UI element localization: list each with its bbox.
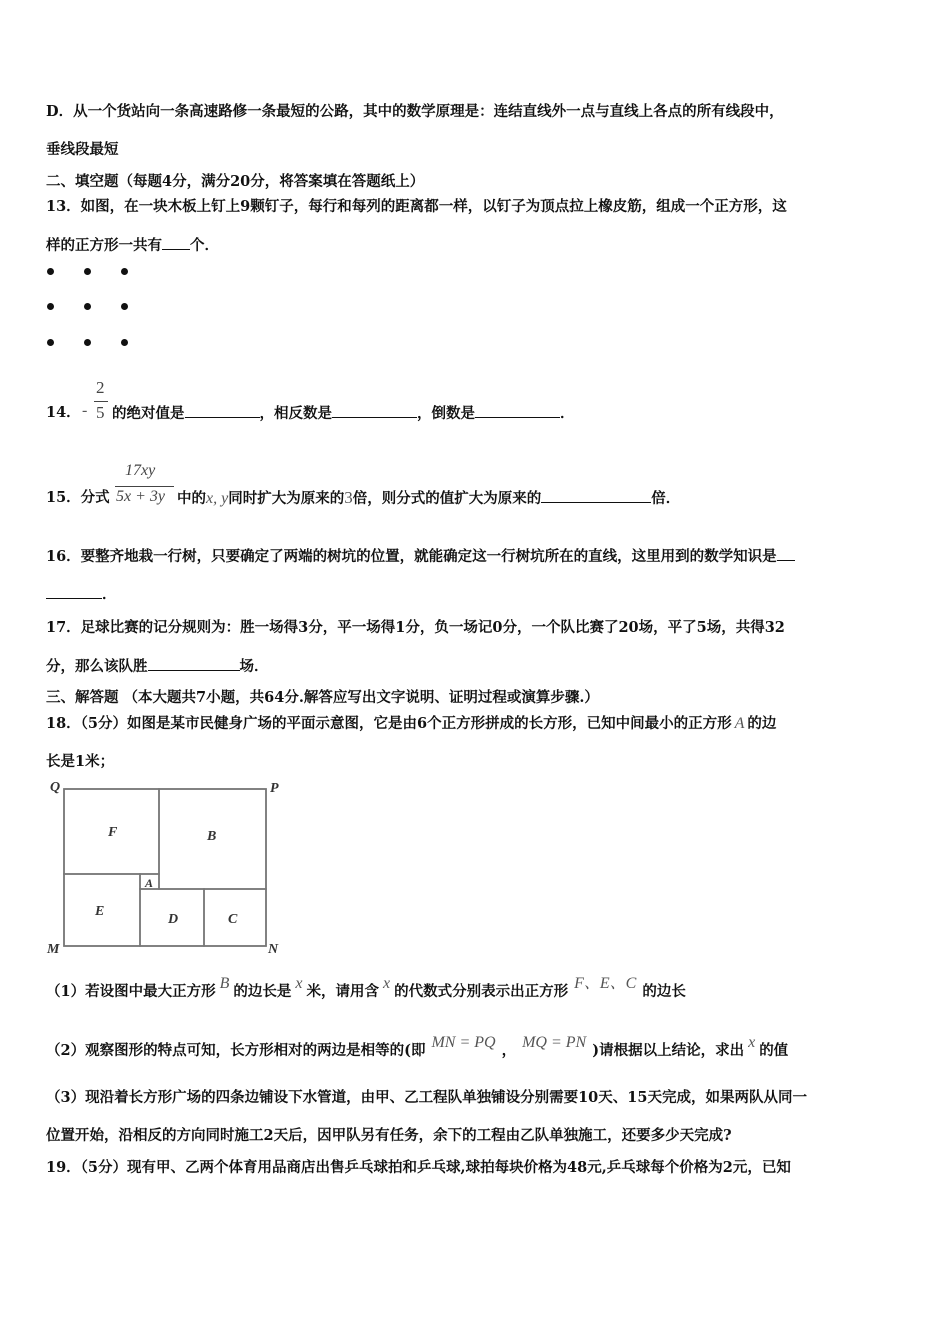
q15-numerator: 17xy bbox=[125, 462, 156, 479]
section-fill-in-heading: 二、填空题（每题4分，满分20分，将答案填在答题纸上） bbox=[46, 173, 425, 190]
q16-blank-part1 bbox=[777, 546, 795, 561]
q18-p2-text2: )请根据以上结论，求出 bbox=[592, 1042, 745, 1059]
q17-line2 bbox=[46, 656, 269, 677]
q18-p2-equation1: MN = PQ bbox=[431, 1034, 496, 1051]
q18-p2-var-x: x bbox=[748, 1034, 756, 1051]
q14-opposite-blank bbox=[332, 403, 417, 418]
q15-factor: 3 bbox=[344, 488, 353, 507]
q18-p1-square-b: B bbox=[219, 975, 230, 992]
nail-dot bbox=[47, 303, 54, 310]
q16-line1 bbox=[46, 546, 795, 567]
q14-fraction-bar bbox=[94, 401, 108, 402]
q15-rest bbox=[177, 488, 680, 509]
vertex-p-label: P bbox=[270, 781, 279, 796]
nail-dot bbox=[47, 339, 54, 346]
q15-denominator: 5x + 3y bbox=[116, 488, 165, 505]
q18-p1-var-x2: x bbox=[382, 975, 391, 992]
vertex-n-label: N bbox=[268, 942, 279, 957]
q18-p2-text: （2）观察图形的特点可知，长方形相对的两边是相等的(即 bbox=[46, 1042, 426, 1059]
q18-p1-var-x: x bbox=[295, 975, 303, 992]
q17-answer-blank bbox=[148, 656, 240, 671]
q14-denominator: 5 bbox=[96, 403, 105, 422]
q18-line1 bbox=[46, 714, 776, 734]
q18-p2-text-end: 的值 bbox=[759, 1042, 789, 1059]
q18-part3-line1: （3）现沿着长方形广场的四条边铺设下水管道，由甲、乙工程队单独铺设分别需要10天、15天完成，如果两队从同一 bbox=[46, 1089, 807, 1106]
q18-p1-squares-fec: F、E、C bbox=[574, 975, 637, 992]
q15-text-value: 倍，则分式的值扩大为原来的 bbox=[352, 490, 542, 507]
square-e-label: E bbox=[95, 904, 105, 919]
nail-dot bbox=[84, 303, 91, 310]
q15-text-end: 倍． bbox=[651, 490, 681, 507]
q17-text-end: 场． bbox=[239, 658, 269, 675]
q15-text-scale: 同时扩大为原来的 bbox=[228, 490, 345, 507]
nail-dot bbox=[121, 303, 128, 310]
square-d-label: D bbox=[168, 912, 179, 927]
nail-dot bbox=[121, 339, 128, 346]
q14-fraction bbox=[94, 378, 108, 426]
q18-p1-text4: 的代数式分别表示出正方形 bbox=[394, 983, 569, 1000]
q13-text: 样的正方形一共有 bbox=[46, 237, 162, 254]
nail-dot bbox=[47, 268, 54, 275]
q17-text: 分，那么该队胜 bbox=[46, 658, 148, 675]
q18-part2 bbox=[46, 1034, 789, 1061]
q15-text-mid: 中的 bbox=[177, 490, 206, 507]
q14-abs-label: 的绝对值是 bbox=[112, 405, 185, 422]
q18-line2: 长是1米； bbox=[46, 753, 115, 770]
option-d-line2: 垂线段最短 bbox=[46, 141, 119, 158]
q14-numerator: 2 bbox=[96, 378, 105, 397]
q13-answer-blank bbox=[162, 235, 190, 250]
q14-reciprocal-blank bbox=[475, 403, 560, 418]
q19-line1: 19．（5分）现有甲、乙两个体育用品商店出售乒乓球拍和乒乓球,球拍每块价格为48元,乒乓球每个价格为2元，已知 bbox=[46, 1159, 791, 1176]
square-f-label: F bbox=[108, 825, 118, 840]
q18-part1 bbox=[46, 975, 686, 1002]
section-answer-heading: 三、解答题 （本大题共7小题，共64分.解答应写出文字说明、证明过程或演算步骤.） bbox=[46, 689, 599, 706]
q15-fraction bbox=[115, 462, 175, 512]
q18-p1-text3: 米，请用含 bbox=[306, 983, 379, 1000]
square-park-figure bbox=[40, 778, 290, 960]
q18-p1-text-end: 的边长 bbox=[642, 983, 686, 1000]
vertex-q-label: Q bbox=[50, 780, 61, 795]
nail-dot bbox=[84, 339, 91, 346]
q15-fraction-bar bbox=[115, 486, 174, 487]
q16-line2 bbox=[46, 584, 117, 605]
q15-answer-blank bbox=[541, 488, 651, 503]
q15-vars: x, y bbox=[206, 490, 229, 507]
q14-abs-blank bbox=[185, 403, 260, 418]
q14-minus-sign: - bbox=[82, 402, 88, 419]
vertex-m-label: M bbox=[47, 942, 60, 957]
q16-period: ． bbox=[102, 586, 117, 603]
q17-line1: 17．足球比赛的记分规则为：胜一场得3分，平一场得1分，负一场记0分，一个队比赛了20场，平了5场，共得32 bbox=[46, 619, 785, 636]
q18-text: 18．（5分）如图是某市民健身广场的平面示意图，它是由6个正方形拼成的长方形，已知中间最小的正方形 bbox=[46, 715, 732, 732]
q16-blank-part2 bbox=[46, 584, 102, 599]
q14-reciprocal-label: ，倒数是 bbox=[417, 405, 475, 422]
square-c-label: C bbox=[228, 912, 238, 927]
q14-opposite-label: ，相反数是 bbox=[259, 405, 332, 422]
q18-p1-text: （1）若设图中最大正方形 bbox=[46, 983, 216, 1000]
q13-line2 bbox=[46, 235, 219, 256]
nail-dot bbox=[84, 268, 91, 275]
q16-text: 16．要整齐地栽一行树，只要确定了两端的树坑的位置，就能确定这一行树坑所在的直线，这里用到的数学知识是 bbox=[46, 548, 777, 565]
q15-start: 15．分式 bbox=[46, 489, 110, 506]
q14-period: ． bbox=[560, 405, 575, 422]
q14-text bbox=[112, 403, 575, 424]
option-d-line1: D．从一个货站向一条高速路修一条最短的公路，其中的数学原理是：连结直线外一点与直线上各点的所有线段中， bbox=[46, 103, 784, 120]
nail-dot bbox=[121, 268, 128, 275]
q18-p2-comma: ， bbox=[501, 1042, 517, 1059]
q18-p2-equation2: MQ = PN bbox=[522, 1034, 587, 1051]
q18-square-a-label: A bbox=[734, 715, 745, 732]
q14-number: 14． bbox=[46, 404, 81, 421]
q18-part3-line2: 位置开始，沿相反的方向同时施工2天后，因甲队另有任务，余下的工程由乙队单独施工，还要多少天完成? bbox=[46, 1127, 732, 1144]
q18-p1-text2: 的边长是 bbox=[233, 983, 292, 1000]
q13-line1: 13．如图，在一块木板上钉上9颗钉子，每行和每列的距离都一样，以钉子为顶点拉上橡皮筋，组成一个正方形，这 bbox=[46, 198, 787, 215]
square-a-label: A bbox=[145, 876, 154, 890]
q13-text-end: 个． bbox=[190, 237, 219, 254]
square-b-label: B bbox=[207, 829, 217, 844]
q18-text-end: 的边 bbox=[747, 715, 777, 732]
